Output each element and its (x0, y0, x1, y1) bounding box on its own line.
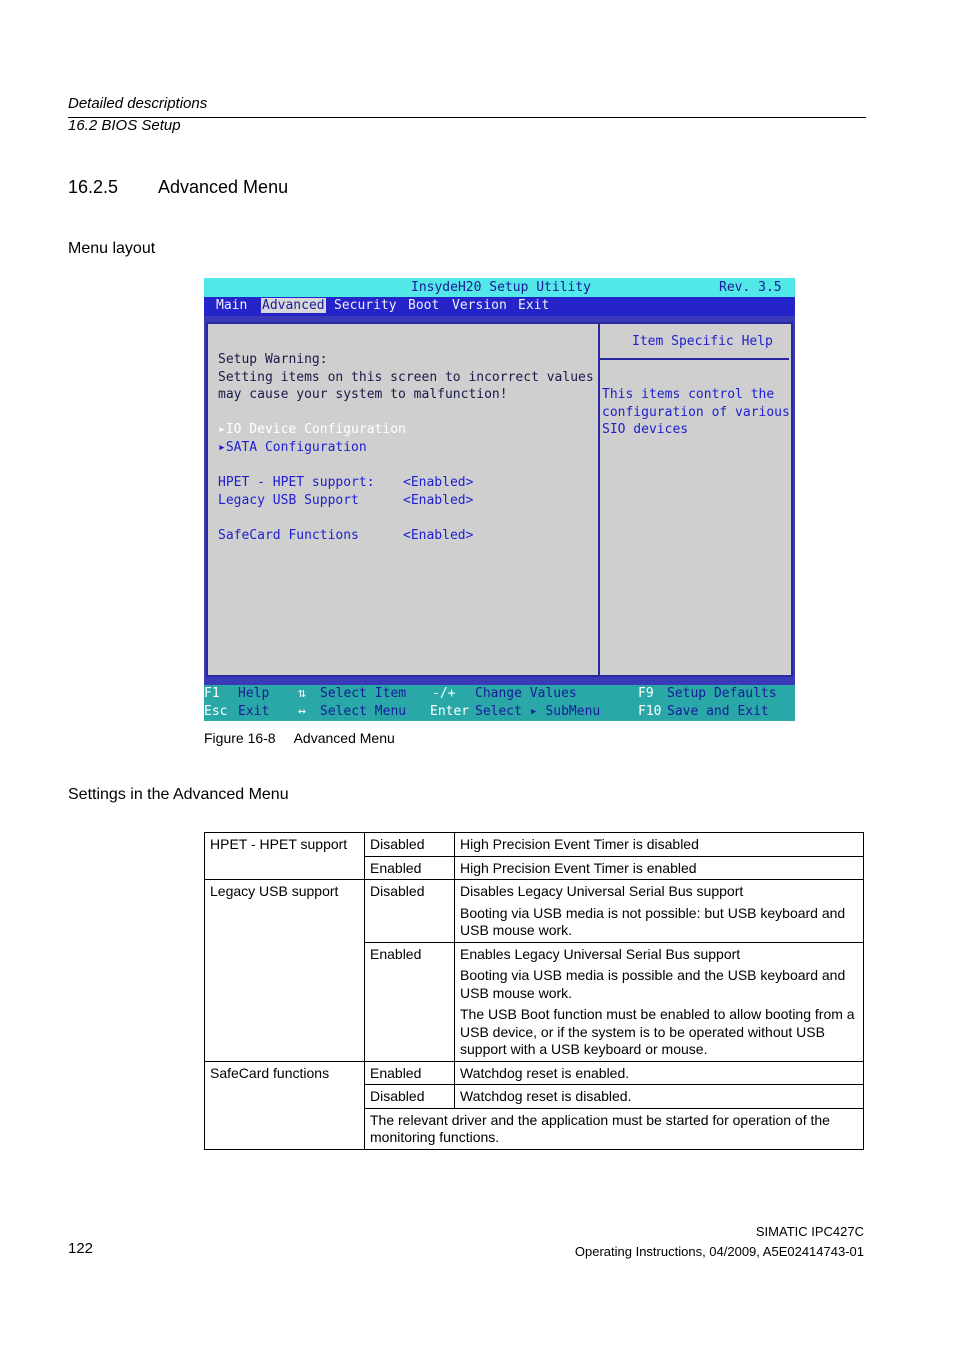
setting-name-cell: Legacy USB support (205, 880, 365, 1062)
setting-value-cell: Enabled (365, 1061, 455, 1085)
key-f1: F1 (204, 686, 220, 701)
bios-submenu-sata[interactable] (218, 440, 367, 455)
bios-menu-exit[interactable]: Exit (518, 298, 550, 313)
bios-menu-version[interactable]: Version (452, 298, 507, 313)
header-rule (68, 117, 866, 118)
setting-value-cell: Enabled (365, 856, 455, 880)
bios-menu-bar (204, 297, 795, 316)
help-header-box (600, 324, 789, 360)
bios-revision: Rev. 3.5 (719, 280, 782, 295)
setting-note-cell: The relevant driver and the application must be started for operation of the monitoring functions. (365, 1108, 864, 1149)
bios-setting-label: HPET - HPET support: (218, 475, 375, 490)
setting-value-cell: Disabled (365, 880, 455, 943)
submenu-label: SATA Configuration (225, 440, 367, 455)
bios-menu-advanced[interactable]: Advanced (262, 298, 325, 313)
bios-settings-panel (206, 322, 600, 677)
table-row (205, 833, 864, 857)
setting-desc-cell (455, 880, 864, 943)
section-title: Advanced Menu (158, 177, 289, 197)
key-desc: Select Item (320, 686, 407, 701)
section-number: 16.2.5 (68, 177, 119, 197)
setting-name-cell: SafeCard functions (205, 1061, 365, 1149)
bios-screenshot (204, 278, 795, 721)
footer-document: Operating Instructions, 04/2009, A5E02414743-01 (574, 1244, 864, 1259)
setting-value-cell: Disabled (365, 1085, 455, 1109)
setting-desc-cell (455, 942, 864, 1061)
bios-menu-security[interactable]: Security (334, 298, 397, 313)
key-f10: F10 (638, 704, 662, 719)
setting-desc-cell: Watchdog reset is enabled. (455, 1061, 864, 1085)
desc-paragraph: Enables Legacy Universal Serial Bus support (460, 945, 741, 962)
bios-title: InsydeH20 Setup Utility (411, 280, 592, 295)
key-enter: Enter (430, 704, 470, 719)
bios-setting-value[interactable]: <Enabled> (403, 528, 474, 543)
desc-paragraph: The USB Boot function must be enabled to allow booting from a USB device, or if the system is to be operated without USB support with a USB keyboard or mouse. (460, 1006, 855, 1057)
setting-value-cell: Disabled (365, 833, 455, 857)
bios-setting-label: Legacy USB Support (218, 493, 359, 508)
key-desc: Help (238, 686, 270, 701)
bios-setting-label: SafeCard Functions (218, 528, 359, 543)
key-esc: Esc (204, 704, 228, 719)
setting-desc-cell: High Precision Event Timer is disabled (455, 833, 864, 857)
bios-submenu-io[interactable] (218, 422, 406, 437)
key-f9: F9 (638, 686, 654, 701)
desc-paragraph: Disables Legacy Universal Serial Bus support (460, 883, 744, 899)
desc-paragraph: Booting via USB media is not possible: but USB keyboard and USB mouse work. (460, 904, 846, 938)
key-desc: Select ▸ SubMenu (475, 704, 601, 719)
bios-warning-line: Setting items on this screen to incorrect values (218, 370, 594, 385)
key-desc: Save and Exit (667, 704, 769, 719)
help-title: Item Specific Help (632, 334, 773, 349)
figure-label: Figure 16-8 (204, 730, 276, 746)
submenu-arrow-icon: ▸ (218, 422, 226, 437)
submenu-arrow-icon: ▸ (218, 440, 226, 455)
footer-product: SIMATIC IPC427C (755, 1224, 864, 1239)
bios-menu-main[interactable]: Main (216, 298, 248, 313)
bios-setting-value[interactable]: <Enabled> (403, 493, 474, 508)
setting-desc-cell: Watchdog reset is disabled. (455, 1085, 864, 1109)
setting-name-cell: HPET - HPET support (205, 833, 365, 880)
bios-help-panel (598, 322, 793, 677)
key-desc: Exit (238, 704, 270, 719)
key-plus-minus: -/+ (432, 686, 456, 701)
submenu-label: IO Device Configuration (225, 422, 406, 437)
setting-desc-cell: High Precision Event Timer is enabled (455, 856, 864, 880)
key-desc: Setup Defaults (667, 686, 777, 701)
help-line: SIO devices (602, 422, 689, 437)
running-header-chapter: Detailed descriptions (68, 95, 208, 112)
settings-heading: Settings in the Advanced Menu (68, 786, 289, 803)
page-number: 122 (68, 1240, 94, 1257)
setting-value-cell: Enabled (365, 942, 455, 1061)
bios-menu-boot[interactable]: Boot (408, 298, 440, 313)
leftright-arrows-icon: ↔ (298, 704, 306, 719)
desc-paragraph: Booting via USB media is possible and the USB keyboard and USB mouse work. (460, 967, 846, 1001)
help-line: configuration of various (602, 405, 790, 420)
bios-warning-line: Setup Warning: (218, 352, 328, 367)
bios-warning-line: may cause your system to malfunction! (218, 387, 508, 402)
figure-caption (204, 730, 395, 746)
bios-title-bar (204, 278, 795, 297)
key-desc: Change Values (475, 686, 577, 701)
help-line: This items control the (602, 387, 775, 402)
running-header-section: 16.2 BIOS Setup (68, 117, 181, 134)
updown-arrows-icon: ⇅ (298, 686, 306, 701)
table-row (205, 880, 864, 943)
menu-layout-heading: Menu layout (68, 240, 156, 257)
table-row (205, 1061, 864, 1085)
settings-table (204, 832, 864, 1150)
bios-key-legend (204, 685, 795, 721)
key-desc: Select Menu (320, 704, 407, 719)
bios-setting-value[interactable]: <Enabled> (403, 475, 474, 490)
figure-caption-text: Advanced Menu (293, 730, 395, 746)
